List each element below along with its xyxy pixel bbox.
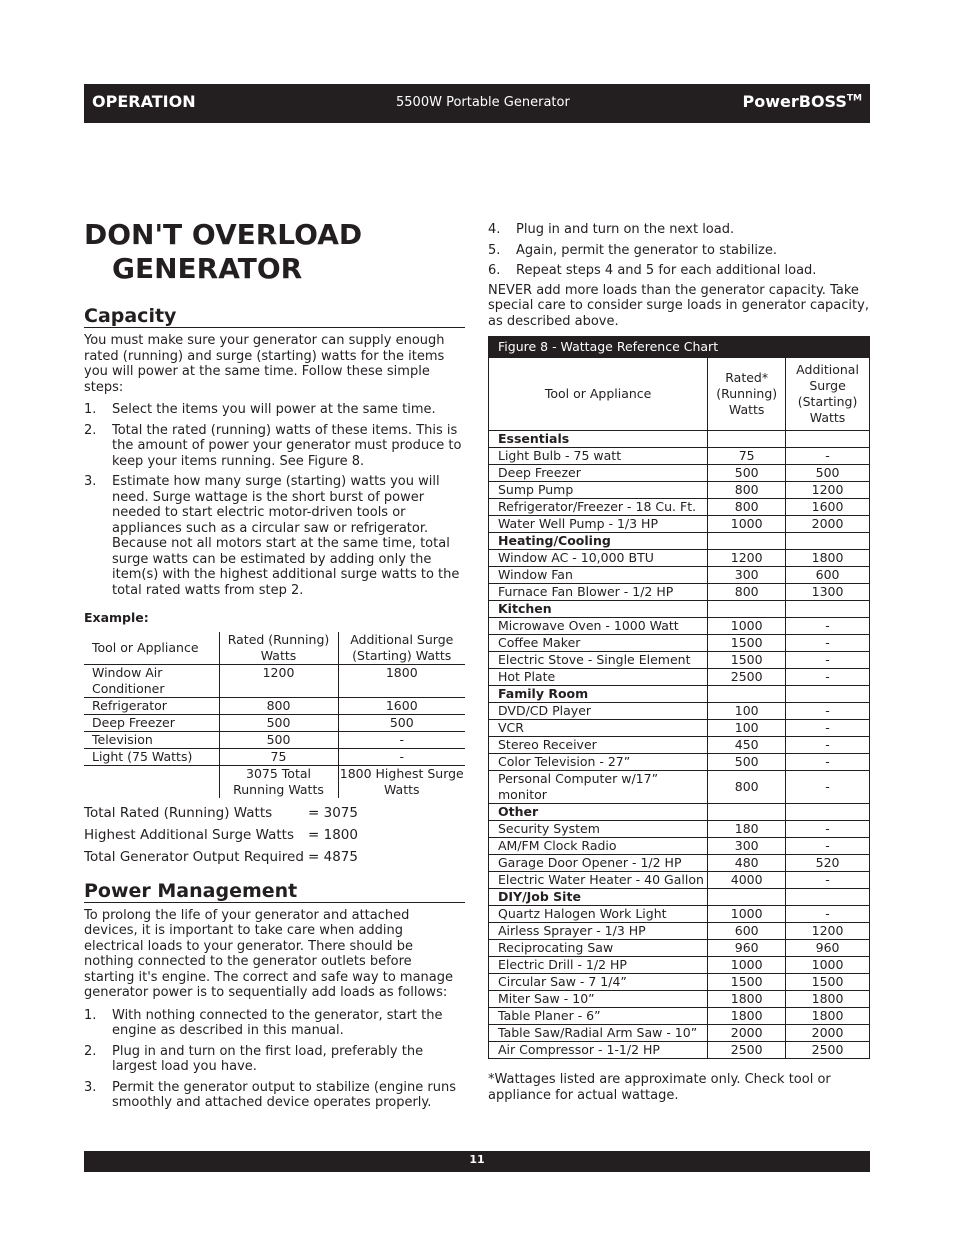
table-row bbox=[489, 635, 870, 652]
table-row bbox=[489, 838, 870, 855]
table-cell: 300 bbox=[708, 838, 786, 855]
table-cell: Quartz Halogen Work Light bbox=[489, 906, 708, 923]
step-text: Plug in and turn on the first load, preferably the largest load you have. bbox=[112, 1043, 424, 1074]
table-row bbox=[489, 584, 870, 601]
table-cell: 500 bbox=[338, 714, 465, 731]
table-row bbox=[489, 618, 870, 635]
step-number: 3. bbox=[84, 474, 97, 489]
table-cell: 1800 bbox=[708, 1008, 786, 1025]
table-cell: Security System bbox=[489, 821, 708, 838]
table-cell: Window Fan bbox=[489, 567, 708, 584]
table-cell: - bbox=[786, 771, 870, 804]
table-cell: 1300 bbox=[786, 584, 870, 601]
table-cell bbox=[708, 533, 786, 550]
table-cell: 1800 bbox=[786, 550, 870, 567]
table-cell: Miter Saw - 10” bbox=[489, 991, 708, 1008]
capacity-heading: Capacity bbox=[84, 305, 465, 328]
table-cell: 800 bbox=[708, 499, 786, 516]
table-row bbox=[489, 737, 870, 754]
table-cell: 800 bbox=[708, 771, 786, 804]
table-cell: 800 bbox=[708, 482, 786, 499]
table-cell: Air Compressor - 1-1/2 HP bbox=[489, 1042, 708, 1059]
table-cell: Sump Pump bbox=[489, 482, 708, 499]
table-cell: 500 bbox=[219, 731, 338, 748]
power-intro: To prolong the life of your generator and attached devices, it is important to take care when adding electrical loads to your generator. There should be nothing connected to the generator outlets before starting it's engine. The correct and safe way to manage generator power is to sequentially add loads as follows: bbox=[84, 907, 453, 1000]
category-row bbox=[489, 889, 870, 906]
table-cell: 100 bbox=[708, 703, 786, 720]
table-row bbox=[489, 516, 870, 533]
table-row bbox=[489, 855, 870, 872]
page-number: 11 bbox=[469, 1153, 485, 1166]
table-row bbox=[489, 940, 870, 957]
category-label: DIY/Job Site bbox=[489, 889, 708, 906]
step-text: Total the rated (running) watts of these items. This is the amount of power your generator must produce to keep your items running. See Figure 8. bbox=[112, 422, 462, 469]
table-row bbox=[84, 731, 465, 748]
table-cell: 1000 bbox=[708, 516, 786, 533]
table-cell: 1800 bbox=[786, 1008, 870, 1025]
table-row bbox=[489, 703, 870, 720]
table-cell: Deep Freezer bbox=[489, 465, 708, 482]
table-cell: Coffee Maker bbox=[489, 635, 708, 652]
table-cell: - bbox=[786, 838, 870, 855]
page-title: DON'T OVERLOAD GENERATOR bbox=[84, 218, 363, 285]
category-label: Kitchen bbox=[489, 601, 708, 618]
table-cell: 500 bbox=[708, 754, 786, 771]
table-cell: - bbox=[786, 754, 870, 771]
table-cell: Television bbox=[84, 731, 219, 748]
category-label: Family Room bbox=[489, 686, 708, 703]
right-column bbox=[488, 222, 870, 1103]
table-cell: 960 bbox=[786, 940, 870, 957]
table-cell: 180 bbox=[708, 821, 786, 838]
table-row bbox=[84, 697, 465, 714]
table-row bbox=[489, 1008, 870, 1025]
table-row bbox=[489, 771, 870, 804]
chart-header-row bbox=[489, 358, 870, 431]
table-cell: AM/FM Clock Radio bbox=[489, 838, 708, 855]
table-cell bbox=[786, 804, 870, 821]
table-row bbox=[489, 906, 870, 923]
step-number: 4. bbox=[488, 222, 501, 237]
step-text: With nothing connected to the generator, start the engine as described in this manual. bbox=[112, 1007, 443, 1038]
category-row bbox=[489, 601, 870, 618]
table-cell: 1600 bbox=[338, 697, 465, 714]
table-row bbox=[489, 821, 870, 838]
summary-line bbox=[84, 802, 465, 824]
step-text: Plug in and turn on the next load. bbox=[516, 222, 735, 237]
step-number: 2. bbox=[84, 422, 97, 438]
table-cell: VCR bbox=[489, 720, 708, 737]
step-text: Permit the generator output to stabilize (engine runs smoothly and attached device operates properly. bbox=[112, 1079, 456, 1110]
table-cell: Hot Plate bbox=[489, 669, 708, 686]
list-item bbox=[84, 1080, 465, 1111]
table-cell: 2000 bbox=[708, 1025, 786, 1042]
table-cell bbox=[708, 686, 786, 703]
example-table bbox=[84, 632, 465, 798]
category-row bbox=[489, 686, 870, 703]
table-cell: 600 bbox=[786, 567, 870, 584]
capacity-intro: You must make sure your generator can supply enough rated (running) and surge (starting) watts for the items you will power at the same time. Follow these simple steps: bbox=[84, 333, 445, 395]
list-item bbox=[84, 474, 465, 598]
wattage-footnote: *Wattages listed are approximate only. Check tool or appliance for actual wattage. bbox=[488, 1072, 831, 1103]
table-row bbox=[489, 550, 870, 567]
table-cell: 1200 bbox=[708, 550, 786, 567]
model-label: 5500W Portable Generator bbox=[396, 95, 570, 110]
chart-title: Figure 8 - Wattage Reference Chart bbox=[489, 337, 870, 358]
left-column bbox=[84, 305, 465, 1116]
table-cell bbox=[708, 601, 786, 618]
table-cell: 1200 bbox=[219, 664, 338, 697]
table-cell bbox=[786, 889, 870, 906]
table-cell: 600 bbox=[708, 923, 786, 940]
list-item bbox=[488, 243, 870, 259]
table-cell: 4000 bbox=[708, 872, 786, 889]
page-header bbox=[84, 84, 870, 123]
table-row bbox=[489, 499, 870, 516]
step-number: 5. bbox=[488, 242, 501, 258]
table-cell: Window Air Conditioner bbox=[84, 664, 219, 697]
table-cell: - bbox=[338, 748, 465, 765]
table-cell: Refrigerator bbox=[84, 697, 219, 714]
table-cell: Circular Saw - 7 1/4” bbox=[489, 974, 708, 991]
table-cell: 1600 bbox=[786, 499, 870, 516]
table-row bbox=[489, 974, 870, 991]
overload-warning: NEVER add more loads than the generator capacity. Take special care to consider surge loads in generator capacity, as described above. bbox=[488, 282, 869, 329]
table-cell: 520 bbox=[786, 855, 870, 872]
table-cell bbox=[84, 765, 219, 798]
table-cell: 960 bbox=[708, 940, 786, 957]
category-label: Essentials bbox=[489, 431, 708, 448]
category-label: Heating/Cooling bbox=[489, 533, 708, 550]
table-cell bbox=[786, 686, 870, 703]
table-row bbox=[489, 872, 870, 889]
list-item bbox=[84, 402, 465, 418]
table-cell: 1000 bbox=[786, 957, 870, 974]
table-cell: 1000 bbox=[708, 957, 786, 974]
step-text: Repeat steps 4 and 5 for each additional load. bbox=[516, 263, 817, 278]
table-cell: - bbox=[786, 720, 870, 737]
table-row bbox=[84, 748, 465, 765]
table-cell: 480 bbox=[708, 855, 786, 872]
table-cell: Table Saw/Radial Arm Saw - 10” bbox=[489, 1025, 708, 1042]
table-cell: 450 bbox=[708, 737, 786, 754]
summary-label: Total Rated (Running) Watts bbox=[84, 804, 273, 821]
table-row bbox=[489, 1025, 870, 1042]
category-label: Other bbox=[489, 804, 708, 821]
table-cell: - bbox=[786, 618, 870, 635]
table-cell: 2500 bbox=[708, 669, 786, 686]
table-header-row bbox=[84, 632, 465, 665]
list-item bbox=[84, 1008, 465, 1039]
wattage-chart bbox=[488, 336, 870, 1059]
summary-line bbox=[84, 846, 465, 868]
table-cell: - bbox=[786, 652, 870, 669]
column-header: Tool or Appliance bbox=[489, 358, 708, 431]
table-cell: 1800 bbox=[338, 664, 465, 697]
table-cell: Stereo Receiver bbox=[489, 737, 708, 754]
summary-value: = 3075 bbox=[308, 804, 358, 821]
step-number: 1. bbox=[84, 1007, 97, 1023]
table-cell bbox=[708, 889, 786, 906]
table-cell bbox=[786, 431, 870, 448]
capacity-steps bbox=[84, 402, 465, 598]
table-cell: DVD/CD Player bbox=[489, 703, 708, 720]
table-cell: 800 bbox=[708, 584, 786, 601]
table-cell: Electric Drill - 1/2 HP bbox=[489, 957, 708, 974]
table-cell: 75 bbox=[708, 448, 786, 465]
table-cell: 1000 bbox=[708, 906, 786, 923]
column-header: Tool or Appliance bbox=[84, 632, 219, 665]
table-cell: 1500 bbox=[786, 974, 870, 991]
column-header: Rated (Running) Watts bbox=[219, 632, 338, 665]
table-cell: - bbox=[786, 737, 870, 754]
table-cell: Deep Freezer bbox=[84, 714, 219, 731]
table-cell: 300 bbox=[708, 567, 786, 584]
table-totals-row bbox=[84, 765, 465, 798]
summary-line bbox=[84, 824, 465, 846]
table-cell: Airless Sprayer - 1/3 HP bbox=[489, 923, 708, 940]
list-item bbox=[84, 1044, 465, 1075]
column-header: Additional Surge (Starting) Watts bbox=[786, 358, 870, 431]
table-cell: 1500 bbox=[708, 635, 786, 652]
table-row bbox=[84, 664, 465, 697]
step-number: 6. bbox=[488, 263, 501, 278]
table-cell: - bbox=[786, 872, 870, 889]
table-cell: 2500 bbox=[786, 1042, 870, 1059]
table-row bbox=[489, 923, 870, 940]
table-cell: 2000 bbox=[786, 516, 870, 533]
table-cell: - bbox=[786, 821, 870, 838]
table-cell: 2000 bbox=[786, 1025, 870, 1042]
table-row bbox=[489, 482, 870, 499]
table-cell: 1500 bbox=[708, 652, 786, 669]
step-number: 2. bbox=[84, 1043, 97, 1059]
table-cell: 2500 bbox=[708, 1042, 786, 1059]
table-cell: Electric Water Heater - 40 Gallon bbox=[489, 872, 708, 889]
list-item bbox=[488, 222, 870, 238]
table-row bbox=[489, 720, 870, 737]
step-text: Estimate how many surge (starting) watts you will need. Surge wattage is the short burst of power needed to start electric motor-driven tools or appliances such as a circular saw or refrigerator. Because not all motors start at the same time, total surge watts can be estimated by adding only the item(s) with the highest additional surge watts to the total rated watts from step 2. bbox=[112, 474, 460, 598]
category-row bbox=[489, 804, 870, 821]
table-cell: - bbox=[786, 906, 870, 923]
continued-steps bbox=[488, 222, 870, 279]
table-row bbox=[489, 669, 870, 686]
table-cell: 500 bbox=[786, 465, 870, 482]
table-cell: Light (75 Watts) bbox=[84, 748, 219, 765]
table-cell: Furnace Fan Blower - 1/2 HP bbox=[489, 584, 708, 601]
section-label: OPERATION bbox=[92, 92, 196, 111]
power-steps bbox=[84, 1008, 465, 1111]
table-cell: Water Well Pump - 1/3 HP bbox=[489, 516, 708, 533]
table-cell bbox=[708, 431, 786, 448]
summary-value: = 4875 bbox=[308, 848, 358, 865]
table-cell: 1800 Highest Surge Watts bbox=[339, 765, 464, 797]
table-cell: Light Bulb - 75 watt bbox=[489, 448, 708, 465]
column-header: Rated* (Running) Watts bbox=[708, 358, 786, 431]
page-footer bbox=[84, 1151, 870, 1172]
table-cell: Electric Stove - Single Element bbox=[489, 652, 708, 669]
table-cell: - bbox=[786, 703, 870, 720]
summary-value: = 1800 bbox=[308, 826, 358, 843]
table-cell bbox=[786, 533, 870, 550]
summary-label: Highest Additional Surge Watts bbox=[84, 826, 294, 843]
table-cell: 1200 bbox=[786, 923, 870, 940]
table-row bbox=[489, 652, 870, 669]
table-row bbox=[489, 754, 870, 771]
table-row bbox=[84, 714, 465, 731]
table-cell: 500 bbox=[219, 714, 338, 731]
table-cell: - bbox=[786, 448, 870, 465]
table-row bbox=[489, 448, 870, 465]
table-cell: Refrigerator/Freezer - 18 Cu. Ft. bbox=[489, 499, 708, 516]
table-row bbox=[489, 465, 870, 482]
step-number: 1. bbox=[84, 402, 97, 417]
summary-label: Total Generator Output Required bbox=[84, 848, 304, 865]
table-cell: 75 bbox=[219, 748, 338, 765]
table-cell: Table Planer - 6” bbox=[489, 1008, 708, 1025]
table-cell: - bbox=[338, 731, 465, 748]
table-cell: Color Television - 27” bbox=[489, 754, 708, 771]
table-row bbox=[489, 991, 870, 1008]
column-header: Additional Surge (Starting) Watts bbox=[338, 632, 465, 665]
category-row bbox=[489, 533, 870, 550]
table-cell: Reciprocating Saw bbox=[489, 940, 708, 957]
step-text: Again, permit the generator to stabilize. bbox=[516, 242, 777, 258]
table-cell: - bbox=[786, 635, 870, 652]
table-cell: Personal Computer w/17” monitor bbox=[489, 771, 708, 804]
table-row bbox=[489, 1042, 870, 1059]
step-text: Select the items you will power at the same time. bbox=[112, 402, 436, 417]
table-row bbox=[489, 567, 870, 584]
table-cell: 1500 bbox=[708, 974, 786, 991]
table-cell: Microwave Oven - 1000 Watt bbox=[489, 618, 708, 635]
example-label: Example: bbox=[84, 610, 149, 625]
table-cell: 1800 bbox=[786, 991, 870, 1008]
table-cell: Garage Door Opener - 1/2 HP bbox=[489, 855, 708, 872]
table-cell: 1000 bbox=[708, 618, 786, 635]
step-number: 3. bbox=[84, 1079, 97, 1095]
list-item bbox=[488, 263, 870, 279]
category-row bbox=[489, 431, 870, 448]
table-cell bbox=[786, 601, 870, 618]
table-cell: 1800 bbox=[708, 991, 786, 1008]
table-row bbox=[489, 957, 870, 974]
table-cell: 500 bbox=[708, 465, 786, 482]
table-cell: 800 bbox=[219, 697, 338, 714]
table-cell bbox=[708, 804, 786, 821]
table-cell: 1200 bbox=[786, 482, 870, 499]
list-item bbox=[84, 423, 465, 470]
table-cell: 100 bbox=[708, 720, 786, 737]
power-heading: Power Management bbox=[84, 880, 465, 903]
chart-title-row bbox=[489, 337, 870, 358]
brand-logo: PowerBOSS™ bbox=[742, 92, 862, 111]
table-cell: Window AC - 10,000 BTU bbox=[489, 550, 708, 567]
table-cell: 3075 Total Running Watts bbox=[219, 765, 338, 798]
example-summary bbox=[84, 802, 465, 868]
table-cell: - bbox=[786, 669, 870, 686]
